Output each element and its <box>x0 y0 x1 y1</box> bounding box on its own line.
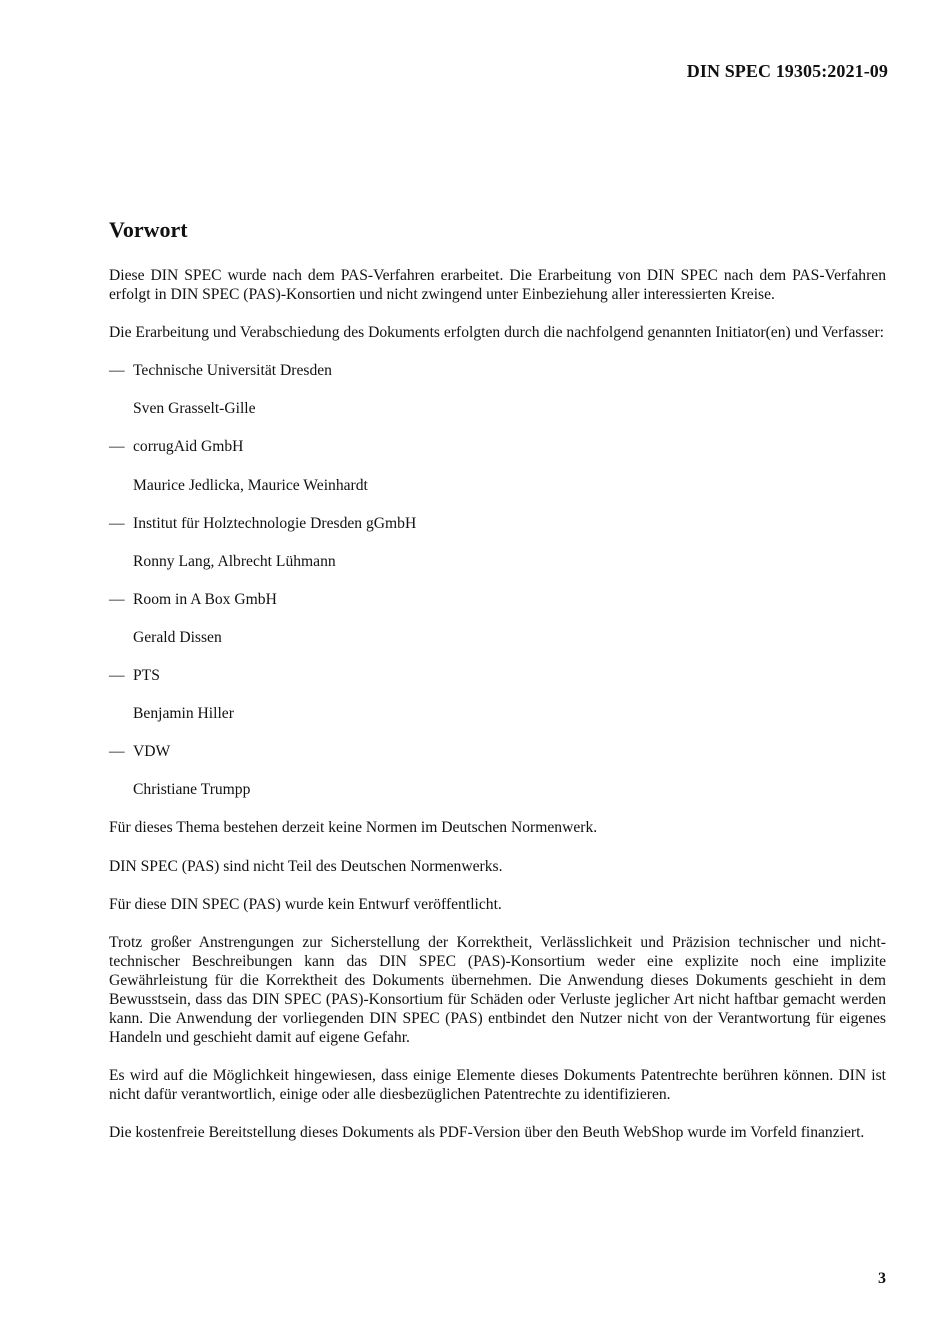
disclaimer-paragraph: Trotz großer Anstrengungen zur Sicherstellung der Korrektheit, Verlässlichkeit und Präzision technischer und nicht-technischer Beschreibungen kann das DIN SPEC (PAS)-Konsortium weder eine explizite noch eine implizite Gewährleistung für die Korrektheit des Dokuments übernehmen. Die Anwendung dieses Dokuments geschieht in dem Bewusstsein, dass das DIN SPEC (PAS)-Konsortium für Schäden oder Verluste jeglicher Art nicht haftbar gemacht werden kann. Die Anwendung der vorliegenden DIN SPEC (PAS) entbindet den Nutzer nicht von der Verantwortung für eigenes Handeln und geschieht damit auf eigene Gefahr. <box>109 933 886 1047</box>
person-names: Maurice Jedlicka, Maurice Weinhardt <box>133 476 368 494</box>
organization-name: Room in A Box GmbH <box>133 590 277 608</box>
page-number: 3 <box>878 1270 886 1287</box>
organization-name: Technische Universität Dresden <box>133 362 332 380</box>
person-names: Christiane Trumpp <box>133 781 251 799</box>
body-paragraph: DIN SPEC (PAS) sind nicht Teil des Deutschen Normenwerks. <box>109 857 503 875</box>
organization-name: PTS <box>133 667 160 685</box>
dash-marker: — <box>109 743 125 761</box>
person-names: Ronny Lang, Albrecht Lühmann <box>133 552 336 570</box>
body-paragraph: Für diese DIN SPEC (PAS) wurde kein Entwurf veröffentlicht. <box>109 895 502 913</box>
foreword-section <box>109 216 886 1162</box>
body-paragraph: Für dieses Thema bestehen derzeit keine Normen im Deutschen Normenwerk. <box>109 819 598 837</box>
organization-name: corrugAid GmbH <box>133 438 244 456</box>
intro-paragraph: Diese DIN SPEC wurde nach dem PAS-Verfahren erarbeitet. Die Erarbeitung von DIN SPEC nach dem PAS-Verfahren erfolgt in DIN SPEC (PAS)-Konsortien und nicht zwingend unter Einbeziehung aller interessierten Kreise. <box>109 267 886 304</box>
dash-marker: — <box>109 514 125 532</box>
organization-name: VDW <box>133 743 171 761</box>
patent-notice-paragraph: Es wird auf die Möglichkeit hingewiesen, dass einige Elemente dieses Dokuments Patentrechte berühren können. DIN ist nicht dafür verantwortlich, einige oder alle diesbezüglichen Patentrechte zu identifizieren. <box>109 1067 886 1104</box>
contributor-item <box>109 666 886 723</box>
organization-name: Institut für Holztechnologie Dresden gGmbH <box>133 514 417 532</box>
contributor-item <box>109 590 886 647</box>
dash-marker: — <box>109 438 125 456</box>
dash-marker: — <box>109 362 125 380</box>
document-id: DIN SPEC 19305:2021-09 <box>686 61 888 81</box>
contributor-item <box>109 514 886 571</box>
dash-marker: — <box>109 590 125 608</box>
intro-paragraph: Die Erarbeitung und Verabschiedung des Dokuments erfolgten durch die nachfolgend genannten Initiator(en) und Verfasser: <box>109 324 884 342</box>
contributor-list <box>109 361 886 799</box>
dash-marker: — <box>109 667 125 685</box>
person-names: Sven Grasselt-Gille <box>133 400 256 418</box>
page-title: Vorwort <box>109 217 188 242</box>
contributor-item <box>109 437 886 494</box>
person-names: Gerald Dissen <box>133 628 222 646</box>
funding-notice-paragraph: Die kostenfreie Bereitstellung dieses Dokuments als PDF-Version über den Beuth WebShop wurde im Vorfeld finanziert. <box>109 1124 865 1142</box>
contributor-item <box>109 361 886 418</box>
person-names: Benjamin Hiller <box>133 705 234 723</box>
contributor-item <box>109 742 886 799</box>
